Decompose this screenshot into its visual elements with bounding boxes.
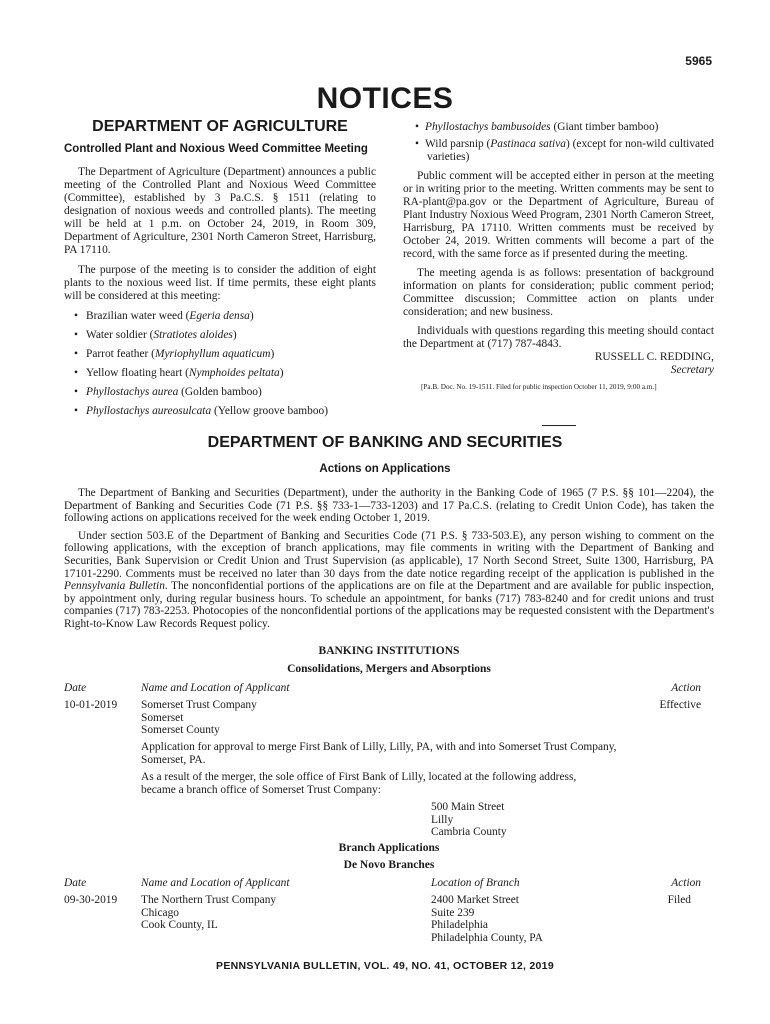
page-footer: PENNSYLVANIA BULLETIN, VOL. 49, NO. 41, OCTOBER 12, 2019	[216, 960, 554, 972]
agriculture-right-column	[403, 121, 714, 394]
branch-location: 2400 Market Street Suite 239 Philadelphia Philadelphia County, PA	[431, 894, 543, 944]
merger-description: Application for approval to merge First Bank of Lilly, Lilly, PA, with and into Somerset Trust Company, Somerset, PA.	[141, 741, 617, 766]
banking-intro	[64, 487, 714, 631]
signer-name: RUSSELL C. REDDING,	[594, 351, 714, 363]
plant-list-continued	[403, 121, 714, 164]
column-header-applicant: Name and Location of Applicant	[141, 877, 290, 889]
banking-subheading: Actions on Applications	[319, 463, 451, 475]
agriculture-paragraph-2: The purpose of the meeting is to consider the addition of eight plants to the noxious weed list. If time permits, these eight plants will be considered at this meeting:	[64, 264, 376, 302]
document-note: [Pa.B. Doc. No. 19-1511. Filed for public inspection October 11, 2019, 9:00 a.m.]	[421, 383, 657, 391]
column-header-applicant: Name and Location of Applicant	[141, 682, 290, 694]
branch-applications-heading: Branch Applications	[338, 842, 440, 854]
banking-institutions-heading: BANKING INSTITUTIONS	[318, 645, 460, 657]
agriculture-paragraph-5: Individuals with questions regarding this meeting should contact the Department at (717) 787-4843.	[403, 325, 714, 350]
plant-item: • Parrot feather (Myriophyllum aquaticum)	[64, 348, 376, 361]
section-title: NOTICES	[316, 82, 454, 115]
plant-item: • Water soldier (Stratiotes aloides)	[64, 329, 376, 342]
column-header-action: Action	[671, 877, 701, 889]
merger-date: 10-01-2019	[64, 699, 118, 711]
merger-action: Effective	[659, 699, 701, 711]
plant-item: • Phyllostachys bambusoides (Giant timber bamboo)	[403, 121, 714, 134]
page-number: 5965	[685, 54, 712, 68]
plant-list	[64, 310, 376, 418]
column-header-date: Date	[64, 877, 87, 889]
section-divider	[542, 425, 576, 426]
de-novo-heading: De Novo Branches	[343, 859, 435, 871]
column-header-date: Date	[64, 682, 87, 694]
agriculture-paragraph-3: Public comment will be accepted either in person at the meeting or in writing prior to the meeting. Written comments may be sent to RA-plant@pa.gov or the Department of Agriculture, Bureau of Plant Industry Noxious Weed Program, 2301 North Cameron Street, Harrisburg, PA 17110. Written comments must be received by October 24, 2019. Written comments will become a part of the record, with the same force as if presented during the meeting.	[403, 170, 714, 260]
agriculture-left-column	[64, 120, 376, 424]
plant-item: • Phyllostachys aureosulcata (Yellow groove bamboo)	[64, 405, 376, 418]
plant-item: • Wild parsnip (Pastinaca sativa) (except for non-wild cultivated varieties)	[403, 138, 714, 164]
banking-paragraph-1: The Department of Banking and Securities (Department), under the authority in the Banking Code of 1965 (7 P.S. §§ 101—2204), the Department of Banking and Securities Code (71 P.S. §§ 733-1—733-1203) and 17 Pa.C.S. (relating to Credit Union Code), has taken the following actions on applications received for the week ending October 1, 2019.	[64, 487, 714, 525]
branch-address: 500 Main Street Lilly Cambria County	[431, 801, 507, 839]
branch-applicant: The Northern Trust Company Chicago Cook County, IL	[141, 894, 277, 932]
agriculture-subheading: Controlled Plant and Noxious Weed Committee Meeting	[64, 143, 368, 155]
plant-item: • Brazilian water weed (Egeria densa)	[64, 310, 376, 323]
merger-result: As a result of the merger, the sole office of First Bank of Lilly, located at the following address, became a branch office of Somerset Trust Company:	[141, 771, 577, 796]
branch-date: 09-30-2019	[64, 894, 118, 906]
column-header-branch-location: Location of Branch	[431, 877, 520, 889]
merger-applicant: Somerset Trust Company Somerset Somerset County	[141, 699, 257, 737]
banking-heading: DEPARTMENT OF BANKING AND SECURITIES	[207, 434, 563, 451]
signer-title: Secretary	[670, 364, 714, 376]
banking-paragraph-2: Under section 503.E of the Department of Banking and Securities Code (71 P.S. § 733-503.E), any person wishing to comment on the following applications, with the exception of branch applications, may file comments in writing with the Department of Banking and Securities, Bank Supervision or Credit Union and Trust Supervision (as applicable), 17 North Second Street, Suite 1300, Harrisburg, PA 17101-2290. Comments must be received no later than 30 days from the date notice regarding receipt of the application is published in the Pennsylvania Bulletin. The nonconfidential portions of the applications are on file at the Department and are available for public inspection, by appointment only, during regular business hours. To schedule an appointment, for banks (717) 783-8240 and for credit unions and trust companies (717) 783-2253. Photocopies of the nonconfidential portions of the applications may be requested consistent with the Department's Right-to-Know Law Records Request policy.	[64, 529, 714, 630]
branch-action: Filed	[667, 894, 691, 906]
agriculture-paragraph-4: The meeting agenda is as follows: presentation of background information on plants for consideration; public comment period; Committee discussion; Committee action on plants under consideration; and new business.	[403, 267, 714, 318]
consolidations-heading: Consolidations, Mergers and Absorptions	[287, 663, 491, 675]
plant-item: • Phyllostachys aurea (Golden bamboo)	[64, 386, 376, 399]
plant-item: • Yellow floating heart (Nymphoides peltata)	[64, 367, 376, 380]
column-header-action: Action	[671, 682, 701, 694]
agriculture-heading: DEPARTMENT OF AGRICULTURE	[92, 118, 348, 135]
agriculture-paragraph-1: The Department of Agriculture (Department) announces a public meeting of the Controlled Plant and Noxious Weed Committee (Committee), established by 3 Pa.C.S. § 1511 (relating to designation of noxious weeds and controlled plants). The meeting will be held at 1 p.m. on October 24, 2019, in Room 309, Department of Agriculture, 2301 North Cameron Street, Harrisburg, PA 17110.	[64, 166, 376, 256]
